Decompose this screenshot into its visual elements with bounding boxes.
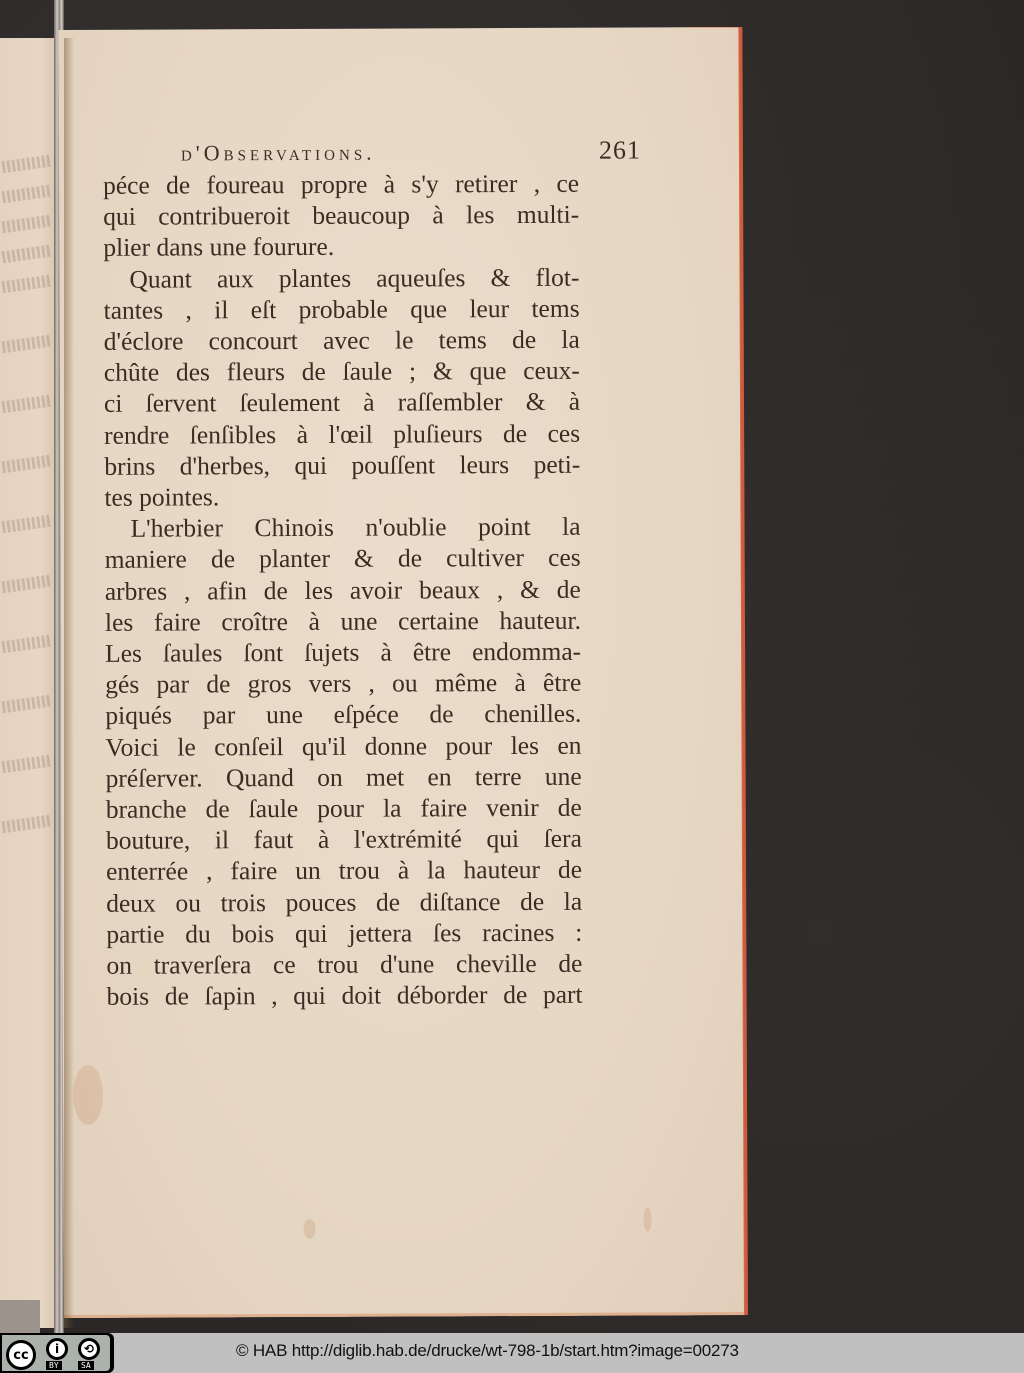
cc-badge-background <box>2 1335 110 1371</box>
sa-label: SA <box>78 1361 94 1370</box>
text-line: Les ſaules ſont ſujets à être endomma- <box>105 636 582 668</box>
text-line: piqués par une eſpéce de chenilles. <box>105 699 582 731</box>
bleed-through-text <box>1 245 50 264</box>
bleed-through-text <box>1 335 50 354</box>
text-line: tantes , il eſt probable que leur tems <box>103 293 580 325</box>
facing-page-edge <box>0 38 58 1328</box>
text-line: partie du bois qui jettera ſes racines : <box>106 917 583 949</box>
book-page <box>58 27 747 1318</box>
attribution-link[interactable]: © HAB http://diglib.hab.de/drucke/wt-798-1b/start.htm?image=00273 <box>236 1341 739 1360</box>
text-line: maniere de planter & de cultiver ces <box>104 543 581 575</box>
text-line: L'herbier Chinois n'oublie point la <box>130 511 581 543</box>
paper-stain <box>304 1219 316 1239</box>
gutter-shadow <box>64 38 74 1328</box>
bleed-through-text <box>1 635 50 654</box>
text-line: ci ſervent ſeulement à raſſembler & à <box>103 387 581 419</box>
bleed-through-text <box>1 455 50 474</box>
attribution-icon: i <box>46 1338 68 1360</box>
body-text <box>103 168 583 1013</box>
running-head <box>181 135 641 167</box>
text-line: enterrée , faire un trou à la hauteur de <box>105 855 583 887</box>
text-line: chûte des fleurs de ſaule ; & que ceux- <box>103 355 580 388</box>
bleed-through-text <box>1 815 50 834</box>
share-alike-icon: ⟲ <box>78 1338 100 1360</box>
bleed-through-text <box>1 185 50 204</box>
text-line: préſerver. Quand on met en terre une <box>105 761 582 793</box>
page-number: 261 <box>598 135 641 165</box>
text-line: Quant aux plantes aqueuſes & flot- <box>129 262 580 294</box>
cc-license-badge[interactable] <box>0 1333 114 1373</box>
bleed-through-text <box>1 275 50 294</box>
text-line: les faire croître à une certaine hauteur. <box>104 605 582 637</box>
bleed-through-text <box>1 695 50 714</box>
text-line: on traverſera ce trou d'une cheville de <box>106 948 583 980</box>
running-title: d'Observations. <box>180 139 376 166</box>
text-line: qui contribueroit beaucoup à les multi- <box>103 199 580 232</box>
paper-stain <box>644 1207 652 1231</box>
text-line: péce de foureau propre à s'y retirer , ce <box>102 168 580 200</box>
text-line: deux ou trois pouces de diſtance de la <box>106 886 583 918</box>
text-line: plier dans une fourure. <box>103 232 335 263</box>
text-line: brins d'herbes, qui pouſſent leurs peti- <box>104 449 581 481</box>
text-line: branche de ſaule pour la faire venir de <box>105 792 582 824</box>
text-line: bois de ſapin , qui doit déborder de part <box>106 980 583 1012</box>
text-line: bouture, il faut à l'extrémité qui ſera <box>105 824 582 856</box>
facing-page-corner <box>0 1300 40 1333</box>
bleed-through-text <box>1 515 50 534</box>
text-line: arbres , afin de les avoir beaux , & de <box>104 574 581 606</box>
text-line: tes pointes. <box>104 482 220 512</box>
text-line: d'éclore concourt avec le tems de la <box>103 324 580 356</box>
text-line: gés par de gros vers , ou même à être <box>105 667 582 700</box>
bleed-through-text <box>1 575 50 594</box>
text-line: rendre ſenſibles à l'œil pluſieurs de ces <box>104 418 581 450</box>
cc-icon: cc <box>6 1340 36 1370</box>
bleed-through-text <box>1 395 50 414</box>
by-label: BY <box>46 1361 62 1370</box>
bleed-through-text <box>1 755 50 774</box>
bleed-through-text <box>1 155 50 174</box>
paper-stain <box>73 1065 103 1125</box>
bleed-through-text <box>1 215 50 234</box>
text-line: Voici le conſeil qu'il donne pour les en <box>105 730 582 762</box>
